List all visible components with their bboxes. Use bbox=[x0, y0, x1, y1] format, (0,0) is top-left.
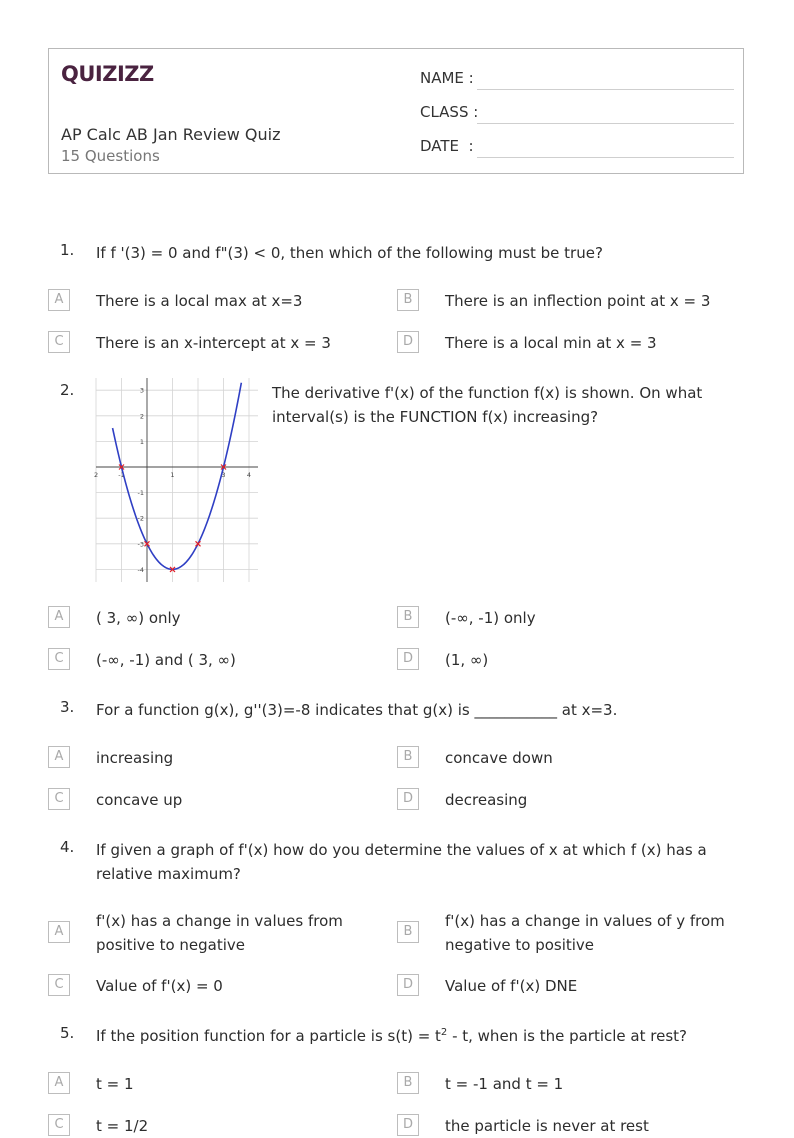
option-text: f'(x) has a change in values from positive to negative bbox=[96, 912, 343, 954]
option-text: the particle is never at rest bbox=[445, 1117, 649, 1135]
class-field[interactable] bbox=[420, 103, 734, 125]
y-tick-label: -3 bbox=[137, 540, 144, 549]
option-text: There is an x-intercept at x = 3 bbox=[96, 334, 331, 352]
question-count: 15 Questions bbox=[61, 147, 160, 165]
option-text: t = 1/2 bbox=[96, 1117, 149, 1135]
worksheet-header bbox=[48, 48, 744, 174]
x-tick-label: 3 bbox=[221, 471, 226, 479]
option-text: Value of f'(x) DNE bbox=[445, 977, 578, 995]
option-letter: D bbox=[397, 974, 419, 996]
quiz-title: AP Calc AB Jan Review Quiz bbox=[61, 125, 281, 144]
option-letter: B bbox=[397, 746, 419, 768]
option-letter: C bbox=[48, 648, 70, 670]
grid-lines bbox=[93, 378, 258, 582]
option-text: ( 3, ∞) only bbox=[96, 609, 181, 627]
option-letter: C bbox=[48, 788, 70, 810]
option-text: decreasing bbox=[445, 791, 528, 809]
y-tick-label: 3 bbox=[139, 386, 144, 395]
date-line bbox=[477, 157, 734, 158]
option-letter: C bbox=[48, 1114, 70, 1136]
name-label: NAME : bbox=[420, 69, 474, 87]
question-number: 5. bbox=[60, 1024, 75, 1042]
option-text: t = -1 and t = 1 bbox=[445, 1075, 564, 1093]
option-text: concave up bbox=[96, 791, 183, 809]
name-field[interactable] bbox=[420, 69, 734, 91]
date-field[interactable] bbox=[420, 137, 734, 159]
name-line bbox=[477, 89, 734, 90]
y-tick-label: -2 bbox=[137, 514, 144, 523]
option-letter: B bbox=[397, 921, 419, 943]
option-text: t = 1 bbox=[96, 1075, 134, 1093]
option-letter: A bbox=[48, 289, 70, 311]
question-number: 4. bbox=[60, 838, 75, 856]
option-text: increasing bbox=[96, 749, 174, 767]
option-letter: D bbox=[397, 648, 419, 670]
option-letter: B bbox=[397, 606, 419, 628]
question-number: 3. bbox=[60, 698, 75, 716]
question-number: 2. bbox=[60, 381, 75, 399]
option-text: Value of f'(x) = 0 bbox=[96, 977, 223, 995]
option-letter: A bbox=[48, 606, 70, 628]
option-letter: B bbox=[397, 289, 419, 311]
y-tick-label: -4 bbox=[137, 565, 144, 574]
option-letter: C bbox=[48, 331, 70, 353]
option-letter: A bbox=[48, 921, 70, 943]
option-letter: A bbox=[48, 1072, 70, 1094]
quizizz-logo bbox=[61, 59, 153, 87]
option-letter: D bbox=[397, 1114, 419, 1136]
option-letter: D bbox=[397, 331, 419, 353]
derivative-graph bbox=[93, 378, 258, 582]
x-tick-label: -1 bbox=[118, 471, 125, 479]
x-tick-label: 1 bbox=[170, 471, 175, 479]
question-text: For a function g(x), g''(3)=-8 indicates that g(x) is ___________ at x=3. bbox=[96, 701, 618, 719]
y-tick-label: -1 bbox=[137, 489, 144, 498]
option-text: (1, ∞) bbox=[445, 651, 489, 669]
option-letter: D bbox=[397, 788, 419, 810]
option-text: (-∞, -1) and ( 3, ∞) bbox=[96, 651, 236, 669]
axes bbox=[93, 378, 258, 582]
date-label: DATE : bbox=[420, 137, 474, 155]
option-letter: B bbox=[397, 1072, 419, 1094]
question-text: If given a graph of f'(x) how do you determine the values of x at which f (x) has a relative maximum? bbox=[96, 841, 707, 883]
option-text: There is a local min at x = 3 bbox=[445, 334, 657, 352]
y-tick-label: 2 bbox=[139, 412, 144, 421]
x-tick-label: 4 bbox=[246, 471, 252, 479]
class-line bbox=[477, 123, 734, 124]
question-text: If the position function for a particle is $s(t) = t^2 - t$, when is the particle at rest? bbox=[96, 1027, 687, 1045]
question-text: If f '(3) = 0 and f"(3) < 0, then which of the following must be true? bbox=[96, 244, 603, 262]
class-label: CLASS : bbox=[420, 103, 479, 121]
svg-text:QUIZIZZ: QUIZIZZ bbox=[61, 62, 154, 86]
option-letter: C bbox=[48, 974, 70, 996]
option-text: f'(x) has a change in values of y from negative to positive bbox=[445, 912, 725, 954]
option-text: There is a local max at x=3 bbox=[96, 292, 303, 310]
option-letter: A bbox=[48, 746, 70, 768]
option-text: concave down bbox=[445, 749, 553, 767]
y-tick-label: 1 bbox=[139, 437, 144, 446]
question-text: The derivative f'(x) of the function f(x) is shown. On what interval(s) is the FUNCTION f(x) increasing? bbox=[272, 384, 703, 426]
question-number: 1. bbox=[60, 241, 75, 259]
option-text: There is an inflection point at x = 3 bbox=[445, 292, 711, 310]
x-tick-label: 2 bbox=[93, 471, 99, 479]
option-text: (-∞, -1) only bbox=[445, 609, 536, 627]
